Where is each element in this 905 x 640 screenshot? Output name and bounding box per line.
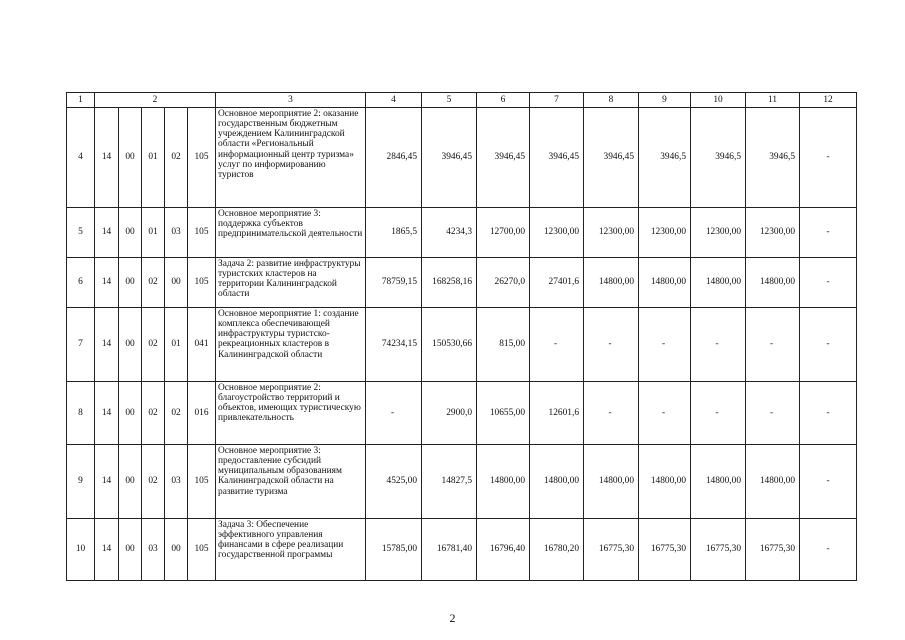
value-cell: 74234,15	[366, 308, 422, 382]
code-cell: 00	[119, 445, 142, 519]
code-cell: 02	[165, 108, 188, 208]
table-header-row	[67, 93, 857, 108]
code-cell: 00	[119, 382, 142, 445]
value-cell: 14800,00	[639, 445, 691, 519]
value-cell: 150530,66	[422, 308, 477, 382]
description-cell: Основное мероприятие 2: благоустройство территорий и объектов, имеющих туристическую привлекательность	[216, 382, 366, 445]
value-cell: 14800,00	[584, 445, 639, 519]
value-cell: 16796,40	[477, 519, 530, 581]
value-cell: 16775,30	[691, 519, 746, 581]
table-row	[67, 208, 857, 258]
value-cell: -	[746, 382, 800, 445]
value-cell: 14800,00	[746, 258, 800, 308]
code-cell: 02	[142, 308, 165, 382]
code-cell: 105	[188, 108, 216, 208]
code-cell: 105	[188, 258, 216, 308]
description-cell: Основное мероприятие 3: поддержка субъектов предпринимательской деятельности	[216, 208, 366, 258]
value-cell: 168258,16	[422, 258, 477, 308]
header-cell: 3	[216, 93, 366, 108]
description-cell: Основное мероприятие 2: оказание государственным бюджетным учреждением Калининградской области «Региональный информационный центр туризма» услуг по информированию туристов	[216, 108, 366, 208]
value-cell: 14800,00	[530, 445, 584, 519]
value-cell: 12300,00	[746, 208, 800, 258]
code-cell: 02	[142, 445, 165, 519]
value-cell: 3946,45	[422, 108, 477, 208]
code-cell: 14	[95, 519, 119, 581]
header-cell: 9	[639, 93, 691, 108]
code-cell: 105	[188, 519, 216, 581]
header-cell: 6	[477, 93, 530, 108]
value-cell: 3946,5	[691, 108, 746, 208]
value-cell: 14800,00	[746, 445, 800, 519]
code-cell: 02	[142, 382, 165, 445]
value-cell: 12601,6	[530, 382, 584, 445]
value-cell: -	[639, 308, 691, 382]
value-cell: -	[530, 308, 584, 382]
code-cell: 041	[188, 308, 216, 382]
code-cell: 00	[119, 519, 142, 581]
value-cell: -	[584, 382, 639, 445]
row-number-cell: 8	[67, 382, 95, 445]
code-cell: 14	[95, 445, 119, 519]
value-cell: 12300,00	[691, 208, 746, 258]
value-cell: 3946,45	[530, 108, 584, 208]
value-cell: 16780,20	[530, 519, 584, 581]
code-cell: 03	[165, 208, 188, 258]
value-cell: -	[366, 382, 422, 445]
note-cell: -	[800, 208, 857, 258]
description-cell: Задача 2: развитие инфраструктуры туристских кластеров на территории Калининградской области	[216, 258, 366, 308]
header-cell: 12	[800, 93, 857, 108]
value-cell: 10655,00	[477, 382, 530, 445]
note-cell: -	[800, 382, 857, 445]
note-cell: -	[800, 519, 857, 581]
code-cell: 01	[165, 308, 188, 382]
value-cell: 78759,15	[366, 258, 422, 308]
note-cell: -	[800, 258, 857, 308]
value-cell: 3946,5	[639, 108, 691, 208]
note-cell: -	[800, 445, 857, 519]
value-cell: 3946,45	[477, 108, 530, 208]
code-cell: 03	[165, 445, 188, 519]
value-cell: 1865,5	[366, 208, 422, 258]
value-cell: 14800,00	[639, 258, 691, 308]
code-cell: 105	[188, 445, 216, 519]
table-body	[67, 108, 857, 581]
table-row	[67, 308, 857, 382]
value-cell: 2900,0	[422, 382, 477, 445]
row-number-cell: 6	[67, 258, 95, 308]
value-cell: -	[746, 308, 800, 382]
value-cell: 12300,00	[639, 208, 691, 258]
code-cell: 00	[165, 258, 188, 308]
code-cell: 00	[119, 258, 142, 308]
value-cell: 3946,5	[746, 108, 800, 208]
value-cell: -	[691, 308, 746, 382]
value-cell: 27401,6	[530, 258, 584, 308]
value-cell: 16781,40	[422, 519, 477, 581]
note-cell: -	[800, 108, 857, 208]
value-cell: -	[584, 308, 639, 382]
description-cell: Основное мероприятие 1: создание комплекса обеспечивающей инфраструктуры туристско-рекреационных кластеров в Калининградской области	[216, 308, 366, 382]
code-cell: 01	[142, 108, 165, 208]
value-cell: 4525,00	[366, 445, 422, 519]
code-cell: 14	[95, 308, 119, 382]
value-cell: -	[639, 382, 691, 445]
row-number-cell: 5	[67, 208, 95, 258]
value-cell: 15785,00	[366, 519, 422, 581]
row-number-cell: 7	[67, 308, 95, 382]
table-row	[67, 258, 857, 308]
code-cell: 14	[95, 382, 119, 445]
value-cell: 14800,00	[691, 258, 746, 308]
code-cell: 02	[142, 258, 165, 308]
row-number-cell: 4	[67, 108, 95, 208]
budget-table	[66, 92, 857, 581]
header-cell: 11	[746, 93, 800, 108]
code-cell: 00	[119, 208, 142, 258]
table-row	[67, 382, 857, 445]
code-cell: 00	[119, 108, 142, 208]
code-cell: 016	[188, 382, 216, 445]
description-cell: Основное мероприятие 3: предоставление субсидий муниципальным образованиям Калининградской области на развитие туризма	[216, 445, 366, 519]
value-cell: 14800,00	[477, 445, 530, 519]
header-cell: 1	[67, 93, 95, 108]
value-cell: 12700,00	[477, 208, 530, 258]
code-cell: 00	[119, 308, 142, 382]
code-cell: 14	[95, 108, 119, 208]
value-cell: 16775,30	[639, 519, 691, 581]
code-cell: 01	[142, 208, 165, 258]
table-row	[67, 519, 857, 581]
value-cell: 12300,00	[530, 208, 584, 258]
value-cell: 26270,0	[477, 258, 530, 308]
description-cell: Задача 3: Обеспечение эффективного управления финансами в сфере реализации государственной программы	[216, 519, 366, 581]
code-cell: 02	[165, 382, 188, 445]
value-cell: 12300,00	[584, 208, 639, 258]
code-cell: 03	[142, 519, 165, 581]
header-cell: 5	[422, 93, 477, 108]
header-cell: 7	[530, 93, 584, 108]
value-cell: 14800,00	[691, 445, 746, 519]
page-number: 2	[449, 611, 456, 625]
row-number-cell: 10	[67, 519, 95, 581]
value-cell: 14827,5	[422, 445, 477, 519]
code-cell: 105	[188, 208, 216, 258]
code-cell: 14	[95, 208, 119, 258]
value-cell: 815,00	[477, 308, 530, 382]
header-cell: 8	[584, 93, 639, 108]
note-cell: -	[800, 308, 857, 382]
value-cell: 16775,30	[746, 519, 800, 581]
value-cell: 4234,3	[422, 208, 477, 258]
value-cell: -	[691, 382, 746, 445]
row-number-cell: 9	[67, 445, 95, 519]
header-cell: 10	[691, 93, 746, 108]
table-row	[67, 108, 857, 208]
header-cell: 2	[95, 93, 216, 108]
code-cell: 00	[165, 519, 188, 581]
header-cell: 4	[366, 93, 422, 108]
value-cell: 14800,00	[584, 258, 639, 308]
code-cell: 14	[95, 258, 119, 308]
value-cell: 3946,45	[584, 108, 639, 208]
table-row	[67, 445, 857, 519]
value-cell: 16775,30	[584, 519, 639, 581]
value-cell: 2846,45	[366, 108, 422, 208]
